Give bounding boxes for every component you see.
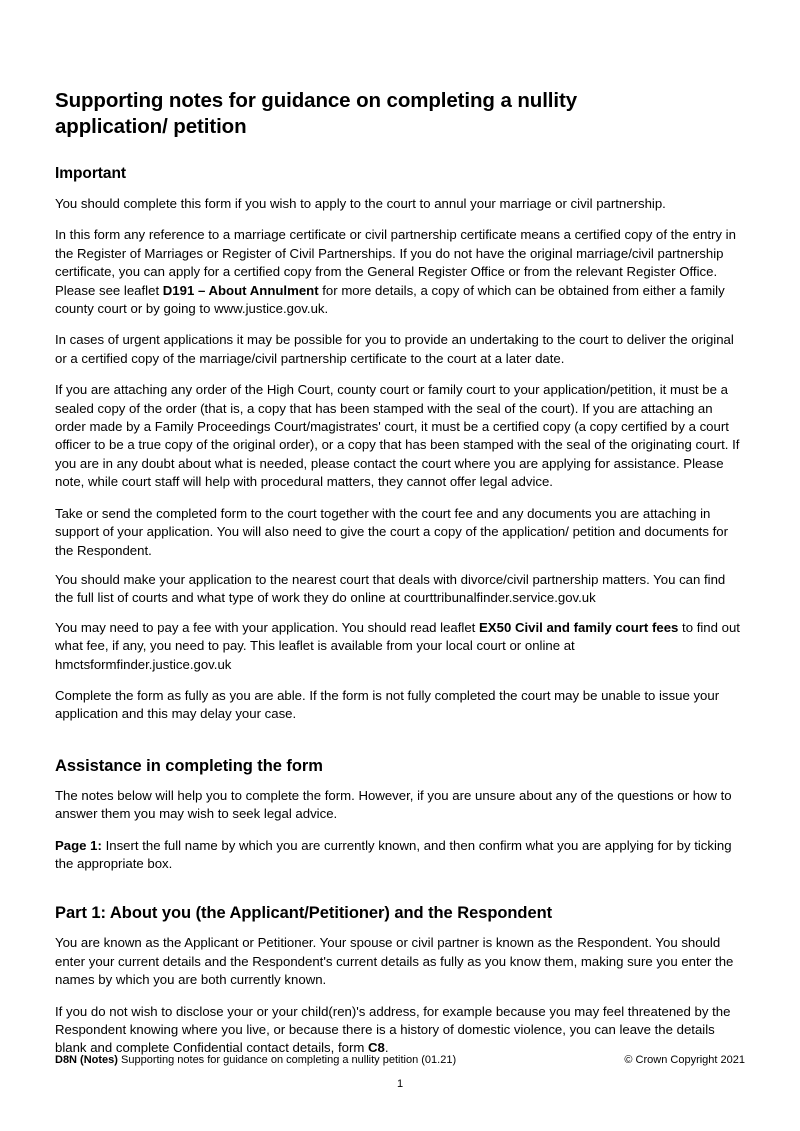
footer-copyright: © Crown Copyright 2021 bbox=[624, 1054, 745, 1066]
paragraph-nearest-court: You should make your application to the nearest court that deals with divorce/civil partnership matters. You can find the full list of courts and what type of work they do online at courttribunalfinder.service.gov.uk bbox=[55, 571, 726, 606]
page-footer bbox=[55, 1053, 745, 1067]
footer-form-code: D8N (Notes) bbox=[55, 1054, 118, 1066]
paragraph-confidential-address bbox=[55, 1003, 745, 1058]
paragraph-court-fees-part-a: You may need to pay a fee with your application. You should read leaflet bbox=[55, 619, 480, 635]
paragraph-attaching-orders: If you are attaching any order of the High Court, county court or family court to your application/petition, it must be a sealed copy of the order (that is, a copy that has been stamped with the seal of the court). If you are attaching an order made by a Family Proceedings Court/magistrates' court, it must be a certified copy (a copy certified by a court officer to be a true copy of the original order), or a copy that has been stamped with the seal of the originating court. If you are in any doubt about what is needed, please contact the court where you are applying for assistance. Please note, while court staff will help with procedural matters, they cannot offer legal advice. bbox=[55, 382, 740, 490]
section-heading-important: Important bbox=[55, 165, 127, 182]
footer-form-reference bbox=[55, 1053, 456, 1067]
paragraph-marriage-certificate-part-a: In this form any reference to a marriage certificate or civil partnership certificate means a certified copy of the entry in the Register of Marriages or Register of Civil Partnerships. If you do not have the original marriage/civil partnership certificate, you can apply for a certified copy from the General Register Office or from the relevant Register Office. Please see leaflet bbox=[55, 227, 736, 298]
paragraph-court-fees-part-b: to find out what fee, if any, you need to pay. This leaflet is available from your local court or online at hmctsformfinder.justice.gov.uk bbox=[55, 619, 740, 672]
footer-form-description: Supporting notes for guidance on completing a nullity petition (01.21) bbox=[117, 1054, 457, 1066]
paragraph-send-completed-form: Take or send the completed form to the court together with the court fee and any documents you are attaching in support of your application. You will also need to give the court a copy of the application/ petition and documents for the Respondent. bbox=[55, 505, 728, 558]
paragraph-confidential-address-part-a: If you do not wish to disclose your or your child(ren)'s address, for example because you may feel threatened by the Respondent knowing where you live, or because there is a history of domestic violence, you can leave the details blank and complete Confidential contact details, form bbox=[55, 1003, 731, 1056]
paragraph-urgent-applications: In cases of urgent applications it may be possible for you to provide an undertaking to the court to deliver the original or a certified copy of the marriage/civil partnership certificate to the court at a later date. bbox=[55, 332, 734, 366]
paragraph-marriage-certificate-part-b: for more details, a copy of which can be obtained from either a family county court or by going to www.justice.gov.uk. bbox=[55, 282, 725, 317]
paragraph-court-fees bbox=[55, 619, 745, 674]
paragraph-page-1-guidance bbox=[55, 837, 745, 874]
page-1-label: Page 1: bbox=[55, 837, 102, 853]
paragraph-notes-help: The notes below will help you to complete the form. However, if you are unsure about any of the questions or how to answer them you may wish to seek legal advice. bbox=[55, 787, 732, 822]
paragraph-confidential-address-part-b: . bbox=[384, 1040, 389, 1056]
document-content bbox=[55, 88, 745, 1058]
leaflet-ex50-reference: EX50 Civil and family court fees bbox=[479, 619, 679, 635]
page-number: 1 bbox=[396, 1078, 404, 1090]
form-c8-reference: C8 bbox=[368, 1040, 385, 1056]
paragraph-page-1-text: Insert the full name by which you are currently known, and then confirm what you are applying for by ticking the appropriate box. bbox=[55, 837, 732, 871]
leaflet-d191-reference: D191 – About Annulment bbox=[162, 282, 319, 298]
paragraph-complete-fully: Complete the form as fully as you are able. If the form is not fully completed the court may be unable to issue your application and this may delay your case. bbox=[55, 687, 720, 722]
paragraph-complete-form: You should complete this form if you wish to apply to the court to annul your marriage or civil partnership. bbox=[55, 196, 666, 211]
footer-row bbox=[55, 1053, 745, 1067]
section-heading-part-1: Part 1: About you (the Applicant/Petitioner) and the Respondent bbox=[55, 904, 553, 923]
section-heading-assistance: Assistance in completing the form bbox=[55, 756, 323, 775]
paragraph-applicant-respondent: You are known as the Applicant or Petitioner. Your spouse or civil partner is known as the Respondent. You should enter your current details and the Respondent's current details as fully as you know them, making sure you enter the names by which you are both currently known. bbox=[55, 935, 734, 988]
page-title: Supporting notes for guidance on completing a nullity application/ petition bbox=[55, 89, 578, 138]
paragraph-marriage-certificate bbox=[55, 226, 745, 318]
